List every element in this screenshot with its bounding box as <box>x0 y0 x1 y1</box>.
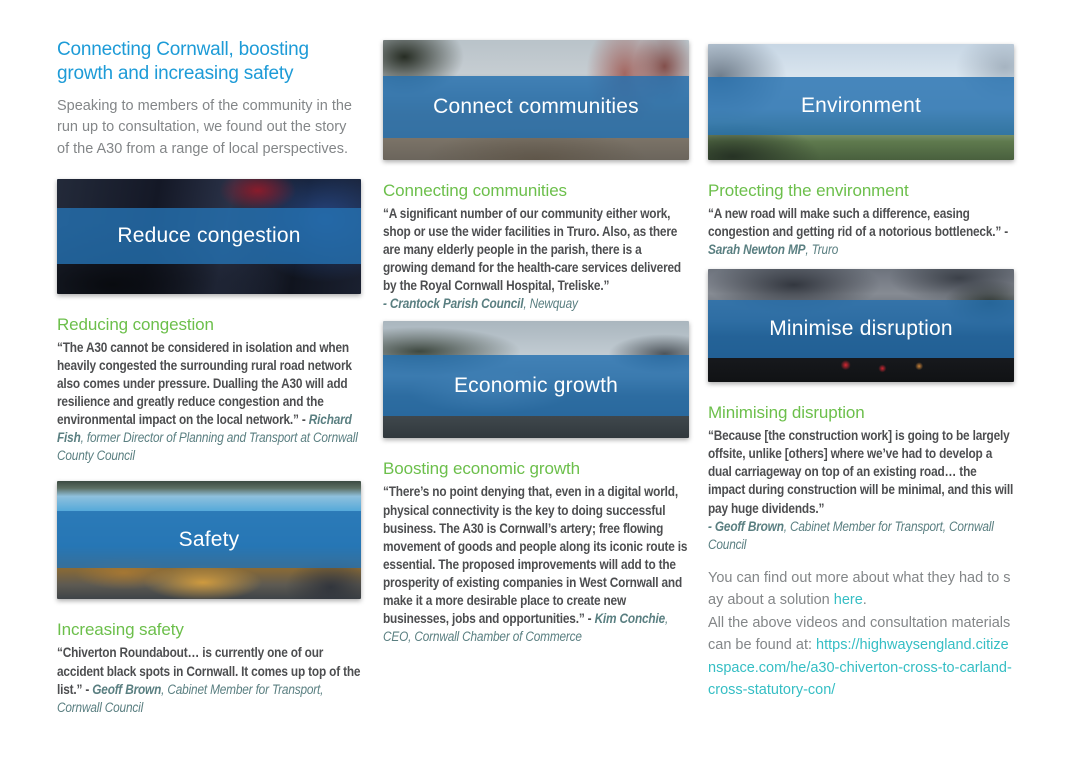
attribution-role: , Cabinet Member for Transport, Cornwall Council <box>57 681 324 715</box>
quote-boosting-economic-growth <box>383 483 689 646</box>
footer-links-block <box>708 567 1014 702</box>
quote-text: “The A30 cannot be considered in isolation and when heavily congested the surrounding rural road network also comes under pressure. Dualling the A30 will add resilience and greatly reduce congestion and the environmental impact on the local network.” - <box>57 339 352 428</box>
banner-label: Minimise disruption <box>769 317 953 341</box>
footer-text: . <box>862 592 867 609</box>
video-thumbnail-environment[interactable] <box>708 44 1014 160</box>
section-heading-protecting-environment: Protecting the environment <box>708 181 909 200</box>
attribution-name: - Geoff Brown <box>708 518 784 534</box>
here-link[interactable]: here <box>833 592 863 609</box>
section-heading-increasing-safety: Increasing safety <box>57 620 184 640</box>
quote-text: “A new road will make such a difference, easing congestion and getting rid of a notorious bottleneck.” - <box>708 206 1008 240</box>
quote-text: “Because [the construction work] is going to be largely offsite, unlike [others] where we’ve had to develop a dual carriageway on top of an existing road… the impact during construction will be minimal, and this will pay huge dividends.” <box>708 428 1014 516</box>
quote-text: “Chiverton Roundabout… is currently one of our accident black spots in Cornwall. It comes up top of the list.” - <box>57 645 361 697</box>
intro-paragraph: Speaking to members of the community in the run up to consultation, we found out the story of the A30 from a range of local perspectives. <box>57 97 352 158</box>
banner-overlay <box>708 77 1014 135</box>
video-thumbnail-safety[interactable] <box>57 481 361 599</box>
attribution-name: - Crantock Parish Council <box>383 296 524 312</box>
footer-text: You can find out more about what they had to say about a solution <box>708 569 1011 609</box>
banner-label: Environment <box>800 94 922 117</box>
video-thumbnail-economic-growth[interactable] <box>383 321 689 438</box>
attribution-role: , Newquay <box>523 296 578 312</box>
attribution-name: Richard Fish <box>57 412 352 446</box>
footer-line-2 <box>708 612 1014 702</box>
section-heading-minimising-disruption: Minimising disruption <box>708 403 865 423</box>
attribution-role: , CEO, Cornwall Chamber of Commerce <box>383 611 669 645</box>
attribution-name: Sarah Newton MP <box>708 242 806 258</box>
quote-text: “There’s no point denying that, even in a digital world, physical connectivity is the key to doing successful business. The A30 is Cornwall’s artery; free flowing movement of goods and people along its iconic route is essential. The proposed improvements will add to the prosperity of existing companies in West Cornwall and make it a more desirable place to create new businesses, jobs and opportunities.” - <box>383 484 688 627</box>
footer-line-1 <box>708 567 1014 612</box>
attribution-role: , former Director of Planning and Transport at Cornwall County Council <box>57 430 358 464</box>
attribution-role: , Cabinet Member for Transport, Cornwall Council <box>708 518 994 552</box>
section-heading-connecting-communities: Connecting communities <box>383 181 567 200</box>
banner-overlay <box>57 208 361 264</box>
column-right <box>708 0 1014 702</box>
banner-overlay <box>57 511 361 568</box>
banner-label: Reduce congestion <box>117 223 301 247</box>
consultation-url-link[interactable]: https://highwaysengland.citizenspace.com/he/a30-chiverton-cross-to-carland-cross-statutory-con/ <box>708 637 1012 699</box>
quote-protecting-environment <box>708 205 1014 259</box>
banner-label: Economic growth <box>453 373 619 397</box>
quote-connecting-communities <box>383 205 689 313</box>
section-heading-boosting-economic-growth: Boosting economic growth <box>383 459 580 479</box>
quote-minimising-disruption <box>708 427 1014 554</box>
attribution-name: Geoff Brown <box>92 681 162 697</box>
video-thumbnail-connect-communities[interactable] <box>383 40 689 160</box>
banner-label: Connect communities <box>433 95 639 118</box>
column-middle <box>383 0 689 646</box>
video-thumbnail-minimise-disruption[interactable] <box>708 269 1014 382</box>
banner-overlay <box>383 355 689 416</box>
column-left <box>57 0 361 717</box>
quote-increasing-safety <box>57 644 361 716</box>
video-thumbnail-reduce-congestion[interactable] <box>57 179 361 294</box>
banner-label: Safety <box>178 527 240 551</box>
footer-text: All the above videos and consultation materials can be found at: <box>708 614 1011 654</box>
quote-reducing-congestion <box>57 339 361 466</box>
banner-overlay <box>383 76 689 138</box>
section-heading-reducing-congestion: Reducing congestion <box>57 314 214 334</box>
attribution-role: , Truro <box>805 242 839 258</box>
banner-overlay <box>708 300 1014 358</box>
quote-text: “A significant number of our community either work, shop or use the wider facilities in Truro. Also, as there are many elderly people in the parish, there is a growing demand for the health-care services delivered by the Royal Cornwall Hospital, Treliske.” <box>383 206 681 294</box>
page-title: Connecting Cornwall, boosting growth and increasing safety <box>57 39 309 85</box>
attribution-name: Kim Conchie <box>594 611 665 627</box>
